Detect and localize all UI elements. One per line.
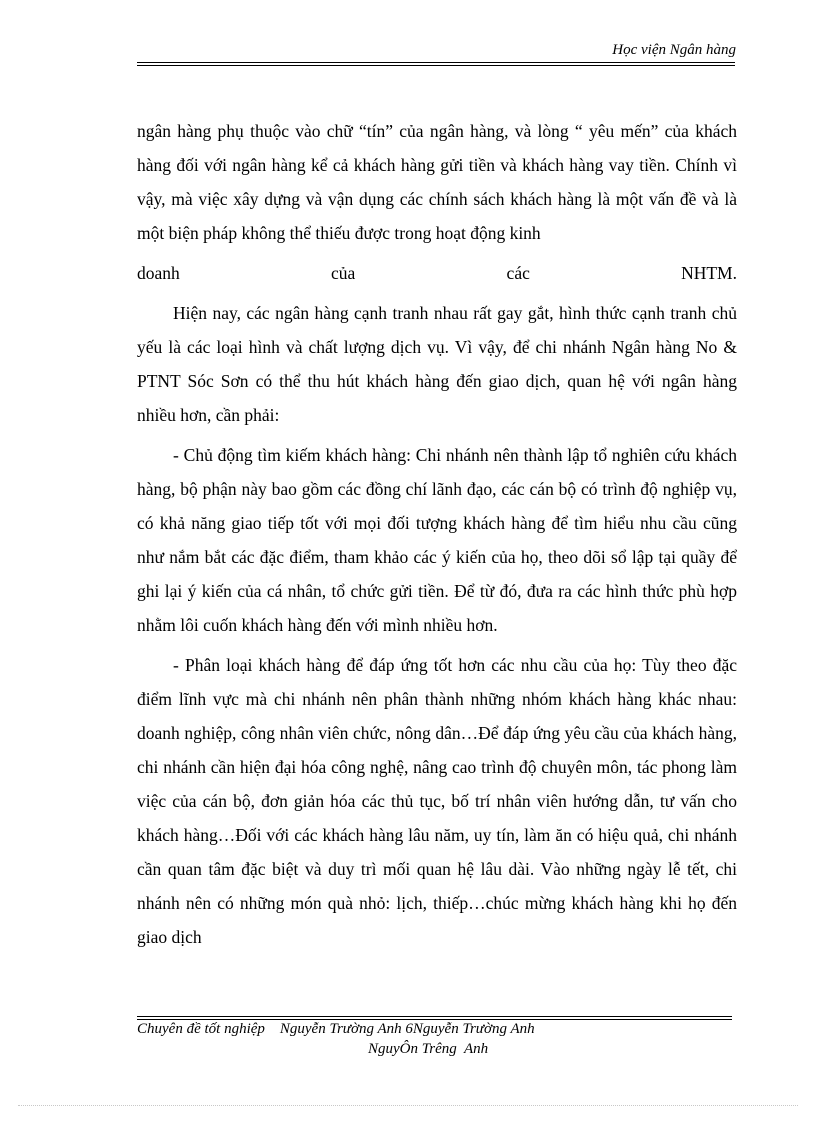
word-nhtm: NHTM.	[681, 263, 737, 283]
document-body	[137, 114, 737, 960]
footer-author-line: Chuyên đề tốt nghiệp Nguyễn Trường Anh 6Nguyễn Trường Anh	[137, 1021, 535, 1037]
paragraph-4: - Phân loại khách hàng để đáp ứng tốt hơn các nhu cầu của họ: Tùy theo đặc điểm lĩnh vực mà chi nhánh nên phân thành những nhóm khách hàng khác nhau: doanh nghiệp, công nhân viên chức, nông dân…Để đáp ứng yêu cầu của khách hàng, chi nhánh cần hiện đại hóa công nghệ, nâng cao trình độ chuyên môn, tác phong làm việc của cán bộ, đơn giản hóa các thủ tục, bố trí nhân viên hướng dẫn, tư vấn cho khách hàng…Đối với các khách hàng lâu năm, uy tín, làm ăn có hiệu quả, chi nhánh cần quan tâm đặc biệt và duy trì mối quan hệ lâu dài. Vào những ngày lễ tết, chi nhánh nên có những món quà nhỏ: lịch, thiếp…chúc mừng khách hàng khi họ đến giao dịch	[137, 655, 737, 947]
footer-rule	[137, 1016, 732, 1020]
paragraph-2: Hiện nay, các ngân hàng cạnh tranh nhau rất gay gắt, hình thức cạnh tranh chủ yếu là các loại hình và chất lượng dịch vụ. Vì vậy, để chi nhánh Ngân hàng No & PTNT Sóc Sơn có thể thu hút khách hàng đến giao dịch, quan hệ với ngân hàng nhiều hơn, cần phải:	[137, 303, 737, 425]
header-rule	[137, 62, 735, 66]
paragraph-1-text: ngân hàng phụ thuộc vào chữ “tín” của ngân hàng, và lòng “ yêu mến” của khách hàng đối với ngân hàng kể cả khách hàng gửi tiền và khách hàng vay tiền. Chính vì vậy, mà việc xây dựng và vận dụng các chính sách khách hàng là một vấn đề và là một biện pháp không thể thiếu được trong hoạt động kinh	[137, 121, 737, 243]
word-cac: các	[506, 263, 530, 283]
paragraph-3: - Chủ động tìm kiếm khách hàng: Chi nhánh nên thành lập tổ nghiên cứu khách hàng, bộ phận này bao gồm các đồng chí lãnh đạo, các cán bộ có trình độ nghiệp vụ, có khả năng giao tiếp tốt với mọi đối tượng khách hàng để tìm hiểu nhu cầu cũng như nắm bắt các đặc điểm, tham khảo các ý kiến của họ, theo dõi sổ lập tại quầy để ghi lại ý kiến của cá nhân, tổ chức gửi tiền. Để từ đó, đưa ra các hình thức phù hợp nhằm lôi cuốn khách hàng đến với mình nhiều hơn.	[137, 445, 737, 635]
paragraph-1-last-line	[137, 256, 737, 290]
footer-name-line: NguyÔn Trêng Anh	[368, 1041, 489, 1057]
page-header-title: Học viện Ngân hàng	[612, 42, 736, 58]
paragraph-1	[137, 114, 737, 250]
word-doanh: doanh	[137, 263, 180, 283]
word-cua: của	[331, 263, 356, 283]
page-bottom-dotted-border	[18, 1105, 798, 1106]
